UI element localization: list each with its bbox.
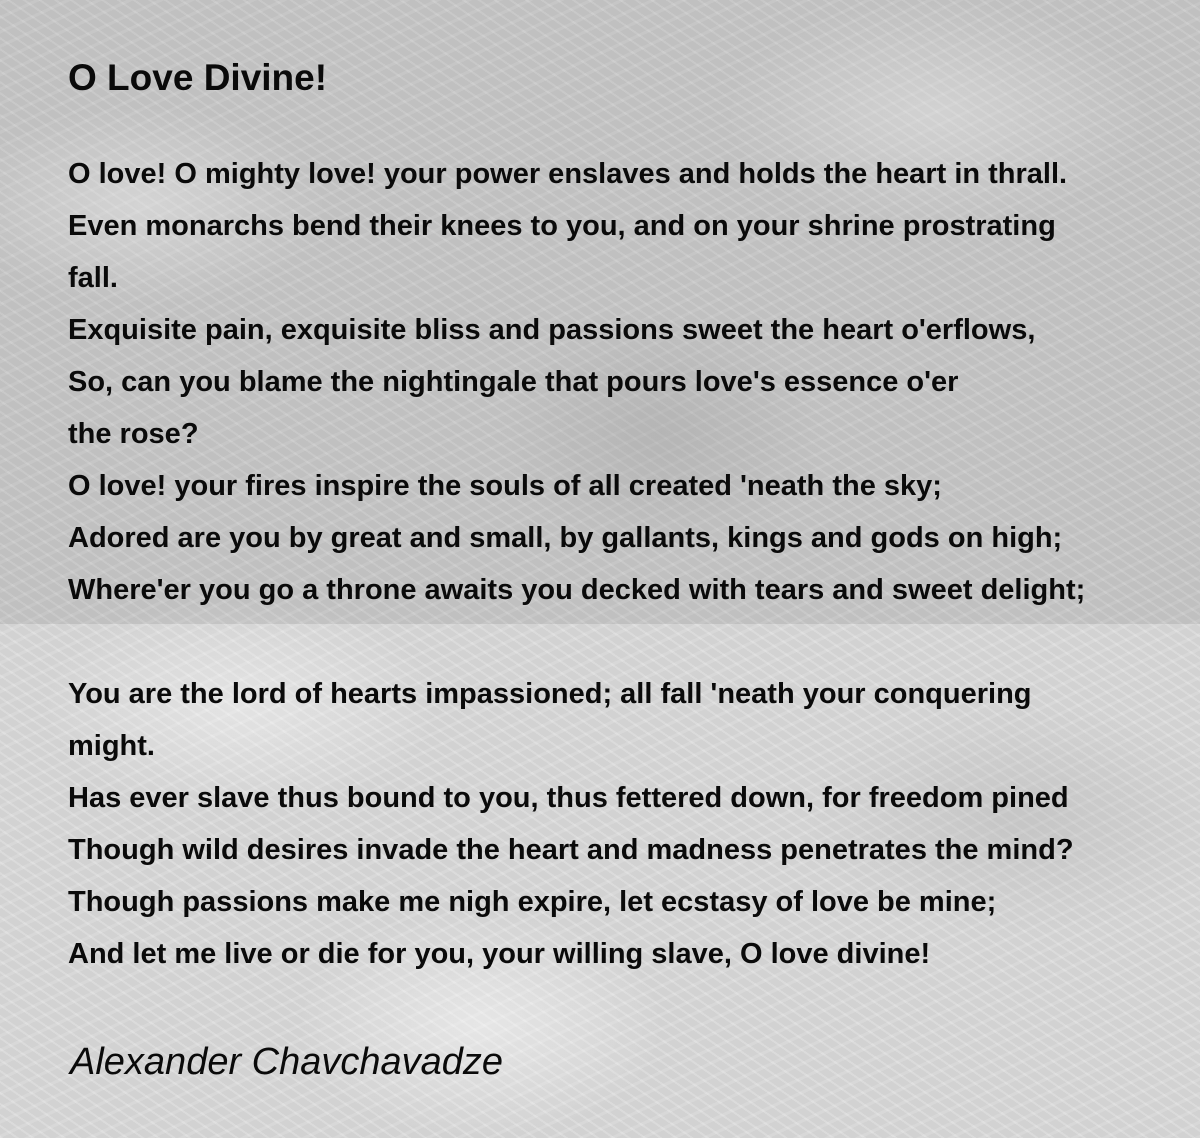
poem-line: Has ever slave thus bound to you, thus fettered down, for freedom pined [68, 782, 1069, 814]
poem-line: O love! your fires inspire the souls of all created 'neath the sky; [68, 470, 942, 502]
poem-container [68, 0, 1200, 1138]
poem-line: Exquisite pain, exquisite bliss and passions sweet the heart o'erflows, [68, 314, 1036, 346]
poem-line: Adored are you by great and small, by gallants, kings and gods on high; [68, 522, 1063, 554]
poem-line: Though passions make me nigh expire, let ecstasy of love be mine; [68, 886, 997, 918]
poem-author: Alexander Chavchavadze [70, 1041, 504, 1083]
poem-line: O love! O mighty love! your power enslaves and holds the heart in thrall. [68, 158, 1068, 190]
poem-line: So, can you blame the nightingale that pours love's essence o'er [68, 366, 959, 398]
poem-line: Even monarchs bend their knees to you, and on your shrine prostrating [68, 210, 1056, 242]
poem-line: fall. [68, 262, 118, 294]
poem-title: O Love Divine! [68, 57, 328, 98]
poem-line: And let me live or die for you, your willing slave, O love divine! [68, 938, 931, 970]
poem-line: the rose? [68, 418, 199, 450]
poem-line: might. [68, 730, 155, 762]
poem-line: You are the lord of hearts impassioned; all fall 'neath your conquering [68, 678, 1032, 710]
poem-line: Though wild desires invade the heart and madness penetrates the mind? [68, 834, 1074, 866]
poem-line: Where'er you go a throne awaits you decked with tears and sweet delight; [68, 574, 1086, 606]
